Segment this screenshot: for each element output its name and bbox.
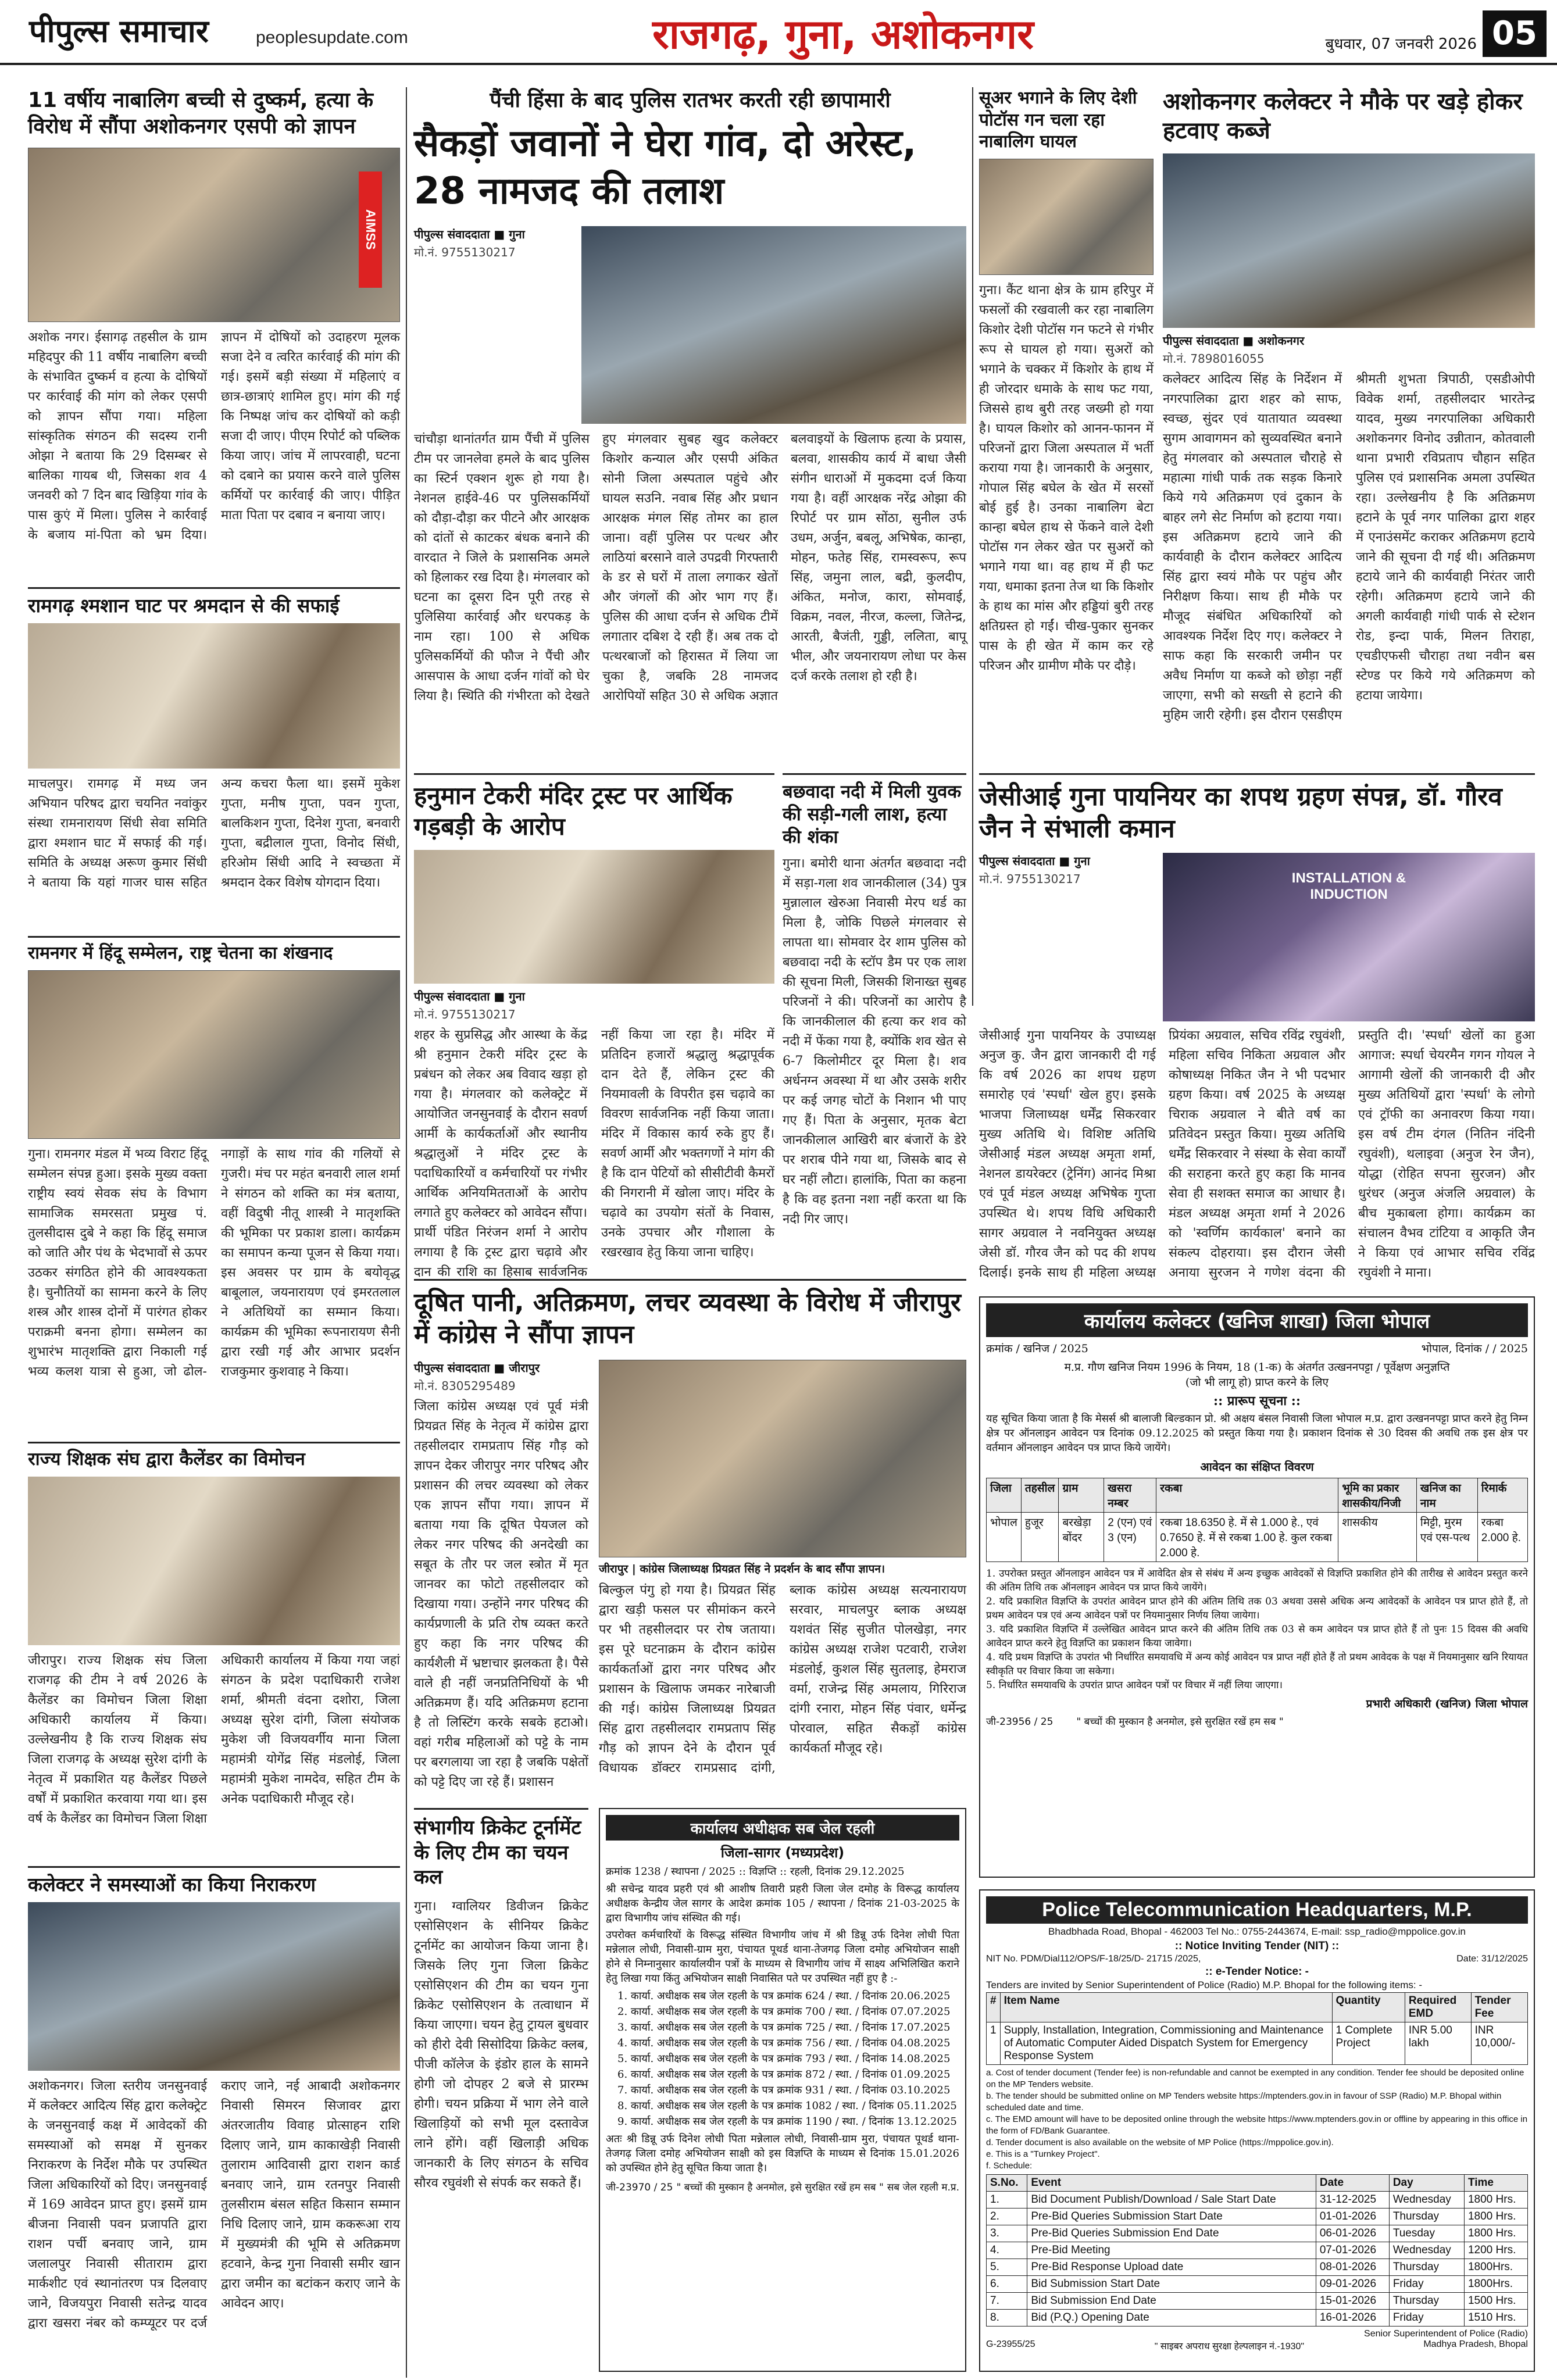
table-cell: 6. (987, 2276, 1027, 2293)
news-photo (1163, 853, 1535, 1021)
ad-slogan: " बच्चों की मुस्कान है अनमोल, इसे सुरक्षित रखें हम सब " (676, 2182, 884, 2193)
headline: सूअर भगाने के लिए देशी पोटॉस गन चला रहा नाबालिग घायल (979, 88, 1137, 152)
table-cell: Friday (1389, 2276, 1464, 2293)
table-cell: 8. (987, 2310, 1027, 2327)
table-cell: हुजूर (1021, 1513, 1059, 1562)
notice-head: कार्यालय कलेक्टर (खनिज शाखा) जिला भोपाल (986, 1303, 1528, 1337)
news-photo (28, 623, 400, 769)
notice-signer: प्रभारी अधिकारी (खनिज) जिला भोपाल (1366, 1698, 1528, 1710)
list-item: d. Tender document is also available on the website of MP Police (https://mppolice.gov.in). (986, 2138, 1334, 2147)
masthead (0, 0, 1557, 65)
notice-subhead: जिला-सागर (मध्यप्रदेश) (720, 1845, 845, 1861)
table-row (987, 2192, 1528, 2209)
table-cell: रकबा 18.6350 हे. में से 1.000 हे., एवं 0.7650 हे. में से रकबा 1.00 हे. कुल रकबा 2.000 हे. (1156, 1513, 1338, 1562)
byline: पीपुल्स संवाददाता ■ अशोकनगर (1163, 334, 1305, 348)
story-pig-gun-injury (979, 87, 1154, 762)
table-cell: 15-01-2026 (1316, 2293, 1389, 2310)
table-cell: 7. (987, 2293, 1027, 2310)
table-cell: Pre-Bid Queries Submission End Date (1027, 2225, 1316, 2242)
list-item: 7. कार्या. अधीक्षक सब जेल रहली के पत्र क्रमांक 931 / स्था. / दिनांक 03.10.2025 (617, 2084, 951, 2096)
ad-code: G-23955/25 (986, 2339, 1035, 2349)
headline: जेसीआई गुना पायनियर का शपथ ग्रहण संपन्न, डॉ. गौरव जैन ने संभाली कमान (979, 782, 1502, 844)
table-cell: Pre-Bid Meeting (1027, 2242, 1316, 2259)
table-cell: 1 Complete Project (1332, 2022, 1405, 2065)
tender-signer: Madhya Pradesh, Bhopal (1423, 2339, 1528, 2349)
table-header-cell: ग्राम (1059, 1478, 1104, 1513)
table-header-cell: # (987, 1993, 1001, 2022)
notice-head: कार्यालय अधीक्षक सब जेल रहली (606, 1815, 959, 1841)
ad-code: जी-23970 / 25 (606, 2182, 673, 2193)
table-header-cell: खनिज का नाम (1416, 1478, 1477, 1513)
list-item: e. This is a "Turnkey Project". (986, 2149, 1100, 2159)
table-header-cell: तहसील (1021, 1478, 1059, 1513)
list-item: 4. यदि प्रथम विज्ञप्ति के उपरांत भी निर्धारित समयावधि में अन्य कोई आवेदन पत्र प्राप्त नहीं होते हैं तो प्रथम आवेदक के पक्ष में नियमानुसार खनि रियायत स्वीकृति पर विचार किया जा सकेगा। (986, 1652, 1528, 1677)
photo-banner-text: AIMSS (359, 171, 382, 288)
table-cell: 1800 Hrs. (1464, 2192, 1527, 2209)
tender-intro: Tenders are invited by Senior Superintendent of Police (Radio) M.P. Bhopal for the following items: - (986, 1979, 1422, 1991)
table-header-cell: खसरा नम्बर (1104, 1478, 1156, 1513)
headline: दूषित पानी, अतिक्रमण, लचर व्यवस्था के विरोध में जीरापुर में कांग्रेस ने सौंपा ज्ञापन (414, 1288, 961, 1349)
table-row (987, 2225, 1528, 2242)
table-cell: 1800Hrs. (1464, 2276, 1527, 2293)
news-photo (1163, 153, 1535, 328)
table-cell: 09-01-2026 (1316, 2276, 1389, 2293)
table-header-cell: Time (1464, 2175, 1527, 2192)
table-cell: 1200 Hrs. (1464, 2242, 1527, 2259)
conditions-list (986, 1567, 1528, 1692)
lead-story (414, 87, 966, 808)
table-cell: 1510 Hrs. (1464, 2310, 1527, 2327)
table-cell: भोपाल (987, 1513, 1022, 1562)
news-photo (28, 970, 400, 1139)
story-body: अशोकनगर। जिला स्तरीय जनसुनवाई में कलेक्टर आदित्य सिंह द्वारा कलेक्ट्रेट के जनसुनवाई कक्ष में आवेदकों की समस्याओं को समक्ष में सुनकर निराकरण के निर्देश मौके पर उपस्थित जिला अधिकारियों को दिए। जनसुनवाई में 169 आवेदन प्राप्त हुए। इसमें ग्राम बीजना निवासी पवन प्रजापति द्वारा राशन पर्ची बनवाए जाने, ग्राम जलालपुर निवासी सीताराम द्वारा मार्कशीट एवं स्थानांतरण पत्र दिलवाए जाने, विजयपुरा निवासी सतेन्द्र यादव द्वारा खसरा नंबर को कम्प्यूटर पर दर्ज कराए जाने, नई आबादी अशोकनगर निवासी सिमरन सिजावर द्वारा अंतरजातीय विवाह प्रोत्साहन राशि दिलाए जाने, ग्राम काकाखेड़ी निवासी तुलाराम आदिवासी द्वारा राशन कार्ड बनवाए जाने, ग्राम रतनपुर निवासी तुलसीराम बंसल सहित किसान सम्मान निधि दिलाए जाने, ग्राम ककरूआ राय में मुख्यमंत्री की भूमि से अतिक्रमण हटवाने, केन्द्र गुना निवासी समीर खान द्वारा जमीन का बटांकन कराए जाने के आवेदन आए। (28, 2079, 400, 2331)
mobile-number: मो.नं. 7898016055 (1163, 352, 1265, 366)
table-header-cell: S.No. (987, 2175, 1027, 2192)
story-collector-hearing (28, 1866, 400, 2372)
table-cell: Supply, Installation, Integration, Commissioning and Maintenance of Automatic Computer Aided Dispatch System for Emergency Response System (1000, 2022, 1332, 2065)
story-body: अशोक नगर। ईसागढ़ तहसील के ग्राम महिदपुर की 11 वर्षीय नाबालिग बच्ची के संभावित दुष्कर्म व हत्या के दोषियों पर कार्रवाई की मांग को लेकर एसपी को ज्ञापन सौंपा गया। महिला सांस्कृतिक संगठन की सदस्य रानी ओझा ने बताया कि 29 दिसम्बर से बालिका गायब थी, जिसका शव 4 जनवरी को 7 दिन बाद खिड़िया गांव के पास कुएं में मिला। पुलिस ने कार्रवाई के बजाय मां-पिता को भ्रम दिया। ज्ञापन में दोषियों को उदाहरण मूलक सजा देने व त्वरित कार्रवाई की मांग की गई। इसमें बड़ी संख्या में महिलाएं व छात्र-छात्राएं शामिल हुए। मांग की गई कि निष्पक्ष जांच कर दोषियों को कड़ी सजा दी जाए। पीएम रिपोर्ट को पब्लिक किया जाए। जांच में लापरवाही, घटना को दबाने का प्रयास करने वाले पुलिस कर्मियों पर कार्रवाई की जाए। पीड़ित माता पिता पर दबाव न बनाया जाए। (28, 330, 400, 542)
list-item: a. Cost of tender document (Tender fee) is non-refundable and cannot be exempted in any condition. Tender fee should be deposited online on the MP Tenders website. (986, 2068, 1524, 2089)
story-body: गुना। कैंट थाना क्षेत्र के ग्राम हरिपुर में फसलों की रखवाली कर रहा नाबालिग किशोर देशी पोटॉस गन फटने से गंभीर रूप से घायल हो गया। सुअरों को भगाने के चक्कर में किशोर के हाथ में ही जोरदार धमाके के साथ फट गया, जिससे हाथ बुरी तरह जख्मी हो गया है। घायल किशोर को आनन-फानन में परिजनों द्वारा जिला अस्पताल में भर्ती कराया गया है। जानकारी के अनुसार, गोपाल सिंह बघेल के खेत में सरसों बोई हुई है। उनका नाबालिग बेटा कान्हा बघेल हाथ से फेंकने वाले देशी पोटॉस गन लेकर खेत पर सुअरों को भगाने गया था। वह हाथ में ही फट गया, धमाका इतना तेज था कि किशोर के हाथ का मांस और हड्डियां बुरी तरह क्षतिग्रस्त हो गईं। चीख-पुकार सुनकर पास के ही खेत में काम कर रहे परिजन और ग्रामीण मौके पर दौड़े। (979, 283, 1154, 673)
headline: रामनगर में हिंदू सम्मेलन, राष्ट्र चेतना का शंखनाद (28, 943, 333, 963)
table-cell: 1800 Hrs. (1464, 2225, 1527, 2242)
ad-code: जी-23956 / 25 (986, 1716, 1054, 1728)
notice-mid: उपरोक्त कर्मचारियों के विरूद्ध संस्थित विभागीय जांच में श्री डिन्नू उर्फ दिनेश लोधी पिता मन्नेलाल लोधी, निवासी-ग्राम मुरा, पंचायत पूथर्ड थाना-तेजगढ़ जिला दमोह अभियोजन साक्षी होने से निम्नानुसार कार्यालयीन पत्रों के माध्यम से विभागीय जांच में साक्ष्य अभिलिखित कराने हेतु लिखा गया किंतु अभियोजन साक्षी निवासित पते पर उपस्थित नहीं हुए है :- (606, 1929, 959, 1985)
news-photo (28, 148, 400, 322)
story-body: गुना। ग्वालियर डिवीजन क्रिकेट एसोसिएशन के सीनियर क्रिकेट टूर्नामेंट का आयोजन किया जाना है। जिसके लिए गुना जिला क्रिकेट एसोसिएशन की टीम का चयन गुना क्रिकेट एसोसिएशन के तत्वाधान में किया जाएगा। चयन हेतु ट्रायल बुधवार को हीरो देवी सिसोदिया क्रिकेट क्लब, पीजी कॉलेज के इंडोर हाल के सामने होगी जो दोपहर 2 बजे से प्रारम्भ होगी। चयन प्रक्रिया में भाग लेने वाले खिलाड़ियों को सभी मूल दस्तावेज लाने होंगे। वहीं खिलाड़ी अधिक जानकारी के लिए संगठन के सचिव सौरव रघुवंशी से संपर्क कर सकते हैं। (414, 1899, 588, 2190)
table-cell: Pre-Bid Queries Submission Start Date (1027, 2209, 1316, 2225)
table-cell: Thursday (1389, 2209, 1464, 2225)
mobile-number: मो.नं. 9755130217 (414, 1007, 516, 1021)
mobile-number: मो.नं. 9755130217 (979, 872, 1081, 886)
notice-ref: क्रमांक 1238 / स्थापना / 2025 :: विज्ञप्ति :: रहली, दिनांक 29.12.2025 (606, 1866, 905, 1878)
list-item: 1. उपरोक्त प्रस्तुत ऑनलाइन आवेदन पत्र में आवेदित क्षेत्र से संबंध में अन्य इच्छुक आवेदकों से विज्ञप्ति प्रकाशित होने की तारीख से आवेदन प्रस्तुत करने की अंतिम तिथि तक ऑनलाइन आवेदन पत्र प्राप्त किये जायेंगे। (986, 1568, 1528, 1593)
table-header-cell: Item Name (1000, 1993, 1332, 2022)
mobile-number: मो.नं. 9755130217 (414, 245, 516, 259)
headline: अशोकनगर कलेक्टर ने मौके पर खड़े होकर हटवाए कब्जे (1163, 88, 1523, 144)
table-row (987, 2209, 1528, 2225)
list-item: 9. कार्या. अधीक्षक सब जेल रहली के पत्र क्रमांक 1190 / स्था. / दिनांक 13.12.2025 (617, 2115, 957, 2128)
story-body: माचलपुर। रामगढ़ में मध्य जन अभियान परिषद द्वारा चयनित नवांकुर संस्था रामनारायण सिंधी सेवा समिति द्वारा श्मशान घाट में सफाई की गई। समिति के अध्यक्ष अरूण कुमार सिंधी ने बताया कि यहां गाजर घास सहित अन्य कचरा फैला था। इसमें मुकेश गुप्ता, मनीष गुप्ता, पवन गुप्ता, बालकिशन गुप्ता, दिनेश गुप्ता, बनवारी गुप्ता, बद्रीलाल गुप्ता, विनोद सिंधी, हरिओम सिंधी आदि ने स्वच्छता में श्रमदान देकर विशेष योगदान दिया। (28, 777, 400, 891)
table-cell: Bid Document Publish/Download / Sale Start Date (1027, 2192, 1316, 2209)
news-photo (28, 1477, 400, 1645)
story-body: चांचौड़ा थानांतर्गत ग्राम पैंची में पुलिस टीम पर जानलेवा हमले के बाद पुलिस का स्टिर्न एक्शन शुरू हो गया है। नेशनल हाईवे-46 पर पुलिसकर्मियों को दौड़ा-दौड़ा कर पीटने और आरक्षक को दांतों से काटकर बंधक बनाने की वारदात ने जिले के प्रशासनिक अमले को हिलाकर रख दिया है। मंगलवार को घटना का दूसरा दिन पूरी तरह से पुलिसिया कार्रवाई और धरपकड़ के नाम रहा। 100 से अधिक पुलिसकर्मियों की फौज ने पैंची और आसपास के आधा दर्जन गांवों को घेर लिया है। स्थिति की गंभीरता को देखते हुए मंगलवार सुबह खुद कलेक्टर किशोर कन्याल और एसपी अंकित सोनी जिला अस्पताल पहुंचे और घायल सउनि. नवाब सिंह और प्रधान आरक्षक मंगल सिंह तोमर का हाल जाना। वहीं पुलिस पर पत्थर और लाठियां बरसाने वाले उपद्रवी गिरफ्तारी के डर से घरों में ताला लगाकर खेतों और जंगलों की ओर भाग गए हैं। पुलिस की आधा दर्जन से अधिक टीमें लगातार दबिश दे रही हैं। अब तक दो पत्थरबाजों को हिरासत में लिया जा चुका है, जबकि 28 नामजद आरोपियों सहित 30 से अधिक अज्ञात बलवाइयों के खिलाफ हत्या के प्रयास, बलवा, शासकीय कार्य में बाधा जैसी संगीन धाराओं में मुकदमा दर्ज किया गया है। वहीं आरक्षक नरेंद्र ओझा की रिपोर्ट पर ग्राम सोंठा, सुनील उर्फ उधम, अर्जुन, बबलू, अभिषेक, कान्हा, मोहन, फतेह सिंह, रामस्वरूप, रूप सिंह, जमुना लाल, बद्री, कुलदीप, अंकित, मनोज, कारा, सोमवाई, विक्रम, नवल, नीरज, कल्ला, जितेन्द्र, आरती, बैजंती, गुड्डी, ललिता, बापू भील, और जयनारायण लोधा पर केस दर्ज करके तलाश हो रही है। (414, 431, 966, 703)
notice-ref: क्रमांक / खनिज / 2025 (986, 1342, 1088, 1355)
story-body: शहर के सुप्रसिद्ध और आस्था के केंद्र श्री हनुमान टेकरी मंदिर ट्रस्ट के प्रबंधन को लेकर अब विवाद खड़ा हो गया है। मंगलवार को कलेक्ट्रेट में आयोजित जनसुनवाई के दौरान सवर्ण आर्मी के कार्यकर्ताओं और स्थानीय श्रद्धालुओं ने मंदिर ट्रस्ट के पदाधिकारियों व कर्मचारियों पर गंभीर आर्थिक अनियमितताओं के आरोप लगाते हुए कलेक्टर को आवेदन सौंपा। प्रार्थी पंडित निरंजन शर्मा ने आरोप लगाया है कि ट्रस्ट द्वारा चढ़ावे और दान की राशि का हिसाब सार्वजनिक नहीं किया जा रहा है। मंदिर में प्रतिदिन हजारों श्रद्धालु श्रद्धापूर्वक दान देते हैं, लेकिन ट्रस्ट की नियमावली के विपरीत इस चढ़ावे का विवरण सार्वजनिक नहीं किया जाता। मंदिर में विकास कार्य रुके हुए हैं। सवर्ण आर्मी और भक्तगणों ने मांग की है कि दान पेटियों को सीसीटीवी कैमरों की निगरानी में खोला जाए। मंदिर के चढ़ावे का उपयोग संतों के निवास, उनके उपचार और गौशाला के रखरखाव हेतु किया जाना चाहिए। (414, 1028, 774, 1280)
lead-headline: सैकड़ों जवानों ने घेरा गांव, दो अरेस्ट, 28 नामजद की तलाश (414, 122, 917, 213)
byline: पीपुल्स संवाददाता ■ गुना (979, 854, 1090, 868)
table-header-cell: Quantity (1332, 1993, 1405, 2022)
table-cell: Friday (1389, 2310, 1464, 2327)
news-photo (414, 850, 774, 984)
story-ramgarh-cleaning (28, 587, 400, 930)
story-jci-guna (979, 773, 1535, 1285)
tender-title: :: Notice Inviting Tender (NIT) :: (1174, 1940, 1340, 1952)
table-row (987, 2259, 1528, 2276)
table-title: आवेदन का संक्षिप्त विवरण (1200, 1460, 1314, 1474)
list-item: 1. कार्या. अधीक्षक सब जेल रहली के पत्र क्रमांक 624 / स्था. / दिनांक 20.06.2025 (617, 1990, 951, 2002)
tender-head: Police Telecommunication Headquarters, M.P. (986, 1896, 1528, 1924)
table-cell: 4. (987, 2242, 1027, 2259)
schedule-table (986, 2174, 1528, 2327)
nit-number: NIT No. PDM/Dial112/OPS/F-18/25/D- 21715 /2025, (986, 1954, 1201, 1964)
ad-signer: सब जेल रहली म.प्र. (887, 2182, 959, 2193)
table-cell: मिट्टी, मुरम एवं एस-पत्थ (1416, 1513, 1477, 1562)
table-row (987, 2293, 1528, 2310)
story-body: गुना। बमोरी थाना अंतर्गत बछवादा नदी में सड़ा-गला शव जानकीलाल (34) पुत्र मुन्नालाल खेरुआ निवासी मेरप थर्ड का मिला है, जोकि पिछले मंगलवार से लापता था। सोमवार देर शाम पुलिस को बछवादा नदी के स्टॉप डैम पर एक लाश की सूचना मिली, जिसकी शिनाख्त सुबह परिजनों ने की। परिजनों का आरोप है कि जानकीलाल की हत्या कर शव को नदी में फेंका गया है, क्योंकि शव खेत से 6-7 किलोमीटर दूर मिला है। शव अर्धनग्न अवस्था में था और उसके शरीर पर कई जगह चोटों के निशान भी पाए गए हैं। पिता के अनुसार, मृतक बेटा जानकीलाल आखिरी बार बंजारों के डेरे पर शराब पीने गया था, जिसके बाद से घर नहीं लौटा। हालांकि, पिता का कहना है कि वह इतना नशा नहीं करता था कि नदी गिर जाए। (783, 856, 966, 1227)
headline: हनुमान टेकरी मंदिर ट्रस्ट पर आर्थिक गड़बड़ी के आरोप (414, 781, 733, 841)
story-body-found-river (783, 773, 966, 1267)
page-number: 05 (1483, 10, 1547, 57)
news-photo (28, 1902, 400, 2071)
news-photo (979, 159, 1154, 275)
table-cell: 3. (987, 2225, 1027, 2242)
notice-date: भोपाल, दिनांक / / 2025 (1421, 1342, 1528, 1355)
headline: संभागीय क्रिकेट टूर्नामेंट के लिए टीम का चयन कल (414, 1816, 581, 1889)
story-hanuman-tekri (414, 773, 774, 1280)
story-cricket-selection (414, 1808, 588, 2372)
tender-items-table (986, 1992, 1528, 2065)
byline: पीपुल्स संवाददाता ■ गुना (414, 989, 525, 1003)
story-body: जीरापुर। राज्य शिक्षक संघ जिला राजगढ़ की टीम ने वर्ष 2026 के कैलेंडर का विमोचन जिला शिक्षा अधिकारी कार्यालय में किया। उल्लेखनीय है कि राज्य शिक्षक संघ जिला राजगढ़ के अध्यक्ष सुरेश दांगी के नेतृत्व में प्रकाशित यह कैलेंडर पिछले वर्षों में प्रकाशित करवाया गया था। इस वर्ष के कैलेंडर का विमोचन जिला शिक्षा अधिकारी कार्यालय में किया गया जहां संगठन के प्रदेश पदाधिकारी राजेश शर्मा, श्रीमती वंदना दशोरा, जिला अध्यक्ष सुरेश दांगी, जिला संयोजक मुकेश जी विजयवर्गीय माना जिला महामंत्री योगेंद्र सिंह मंडलोई, जिला महामंत्री मुकेश नामदेव, सहित टीम के अनेक पदाधिकारी मौजूद रहे। (28, 1653, 400, 1826)
notice-sagar-subjail (599, 1808, 966, 2372)
masthead-logo: पीपुल्स समाचार (29, 13, 209, 49)
table-cell: 08-01-2026 (1316, 2259, 1389, 2276)
list-item: 3. कार्या. अधीक्षक सब जेल रहली के पत्र क्रमांक 725 / स्था. / दिनांक 17.07.2025 (617, 2021, 951, 2034)
table-cell: Bid (P.Q.) Opening Date (1027, 2310, 1316, 2327)
kicker: पैंची हिंसा के बाद पुलिस रातभर करती रही छापामारी (490, 88, 891, 112)
table-cell: Tuesday (1389, 2225, 1464, 2242)
list-item: 2. कार्या. अधीक्षक सब जेल रहली के पत्र क्रमांक 700 / स्था. / दिनांक 07.07.2025 (617, 2006, 951, 2018)
notice-sub: म.प्र. गौण खनिज नियम 1996 के नियम, 18 (1-क) के अंतर्गत उत्खननपट्टा / पूर्वेक्षण अनुज्ञप्ति (1064, 1361, 1450, 1374)
stage-banner-text: INSTALLATION & INDUCTION (1291, 870, 1406, 902)
notice-title: :: प्रारूप सूचना :: (1213, 1393, 1301, 1409)
list-item: 5. निर्धारित समयावधि के उपरांत प्राप्त आवेदन पत्रों पर विचार में नहीं लिया जाएगा। (986, 1679, 1283, 1691)
table-row (987, 2242, 1528, 2259)
table-cell: 31-12-2025 (1316, 2192, 1389, 2209)
table-cell: Bid Submission End Date (1027, 2293, 1316, 2310)
masthead-url[interactable]: peoplesupdate.com (256, 28, 408, 47)
masthead-section: राजगढ़, गुना, अशोकनगर (652, 10, 1034, 58)
list-item: c. The EMD amount will have to be deposited online through the website https://www.mptenders.gov.in or offline by appearing in this office in the form of FD/Bank Guarantee. (986, 2114, 1528, 2136)
table-cell: Thursday (1389, 2259, 1464, 2276)
table-header-cell: Tender Fee (1471, 1993, 1527, 2022)
tender-notes (986, 2067, 1528, 2172)
table-cell: बरखेड़ा बोंदर (1059, 1513, 1104, 1562)
table-cell: Bid Submission Start Date (1027, 2276, 1316, 2293)
headline: रामगढ़ श्मशान घाट पर श्रमदान से की सफाई (28, 594, 340, 617)
list-item: 4. कार्या. अधीक्षक सब जेल रहली के पत्र क्रमांक 756 / स्था. / दिनांक 04.08.2025 (617, 2037, 951, 2049)
story-encroachment-removal (1163, 87, 1535, 762)
mobile-number: मो.नं. 8305295489 (414, 1379, 516, 1393)
notice-para: यह सूचित किया जाता है कि मेसर्स श्री बालाजी बिल्डकान प्रो. श्री अक्षय बंसल निवासी जिला भोपाल म.प्र. द्वारा उत्खननपट्टा प्राप्त करने हेतु निम्न क्षेत्र पर ऑनलाइन आवेदन पत्र दिनांक 09.12.2025 को प्रस्तुत किया गया है। प्रकाशन दिनांक से 30 दिवस की अवधि तक इस क्षेत्र पर वर्तमान ऑनलाइन आवेदन पत्र प्राप्त किये जायेंगे। (986, 1413, 1528, 1454)
etender-title: :: e-Tender Notice: - (1205, 1966, 1309, 1978)
application-table (986, 1478, 1528, 1562)
table-cell: रकबा 2.000 हे. (1477, 1513, 1527, 1562)
headline: राज्य शिक्षक संघ द्वारा कैलेंडर का विमोचन (28, 1449, 305, 1470)
nit-date: Date: 31/12/2025 (1456, 1954, 1528, 1964)
list-item: 6. कार्या. अधीक्षक सब जेल रहली के पत्र क्रमांक 872 / स्था. / दिनांक 01.09.2025 (617, 2068, 951, 2081)
table-cell: 2. (987, 2209, 1027, 2225)
table-cell: Wednesday (1389, 2192, 1464, 2209)
news-photo (599, 1360, 966, 1557)
table-row (987, 2310, 1528, 2327)
table-cell: Pre-Bid Response Upload date (1027, 2259, 1316, 2276)
table-row (987, 2276, 1528, 2293)
byline: पीपुल्स संवाददाता ■ जीरापुर (414, 1361, 540, 1375)
table-header-cell: Required EMD (1405, 1993, 1471, 2022)
table-cell: 2 (एन) एवं 3 (एन) (1104, 1513, 1156, 1562)
tender-police-telecom (979, 1889, 1535, 2372)
notice-bhopal-mining (979, 1296, 1535, 1878)
list-item: 2. यदि प्रकाशित विज्ञप्ति के उपरांत आवेदन प्राप्त होने की अंतिम तिथि तक 03 अथवा उससे अधिक अन्य आवेदकों के आवेदन पत्र प्राप्त होते हैं, तो प्रथम आवेदन पत्र एवं अन्य आवेदन पत्रों पर नियमानुसार निर्णय लिया जायेगा। (986, 1596, 1528, 1621)
list-item: 5. कार्या. अधीक्षक सब जेल रहली के पत्र क्रमांक 793 / स्था. / दिनांक 14.08.2025 (617, 2053, 951, 2065)
list-item: 8. कार्या. अधीक्षक सब जेल रहली के पत्र क्रमांक 1082 / स्था. / दिनांक 05.11.2025 (617, 2100, 957, 2112)
ad-slogan: " साइबर अपराध सुरक्षा हेल्पलाइन नं.-1930" (1154, 2342, 1305, 2352)
list-item: 3. यदि प्रकाशित विज्ञप्ति में उल्लेखित आवेदन प्राप्त करने की अंतिम तिथि तक 03 से कम आवेदन पत्र प्राप्त होते हैं तो पुनः 15 दिवस की अवधि आवेदन प्राप्त करने हेतु विज्ञप्ति का प्रकाशन किया जावेगा। (986, 1624, 1528, 1649)
headline: 11 वर्षीय नाबालिग बच्ची से दुष्कर्म, हत्या के विरोध में सौंपा अशोकनगर एसपी को ज्ञापन (28, 88, 374, 138)
table-cell: 06-01-2026 (1316, 2225, 1389, 2242)
notice-intro: श्री सचेन्द्र यादव प्रहरी एवं श्री आशीष तिवारी प्रहरी जिला जेल दमोह के विरूद्ध कार्यालय अधीक्षक केन्द्रीय जेल सागर के आदेश क्रमांक 105 / स्थापना / दिनांक 21-03-2025 के द्वारा विभागीय जांच संस्थित की गई। (606, 1883, 959, 1924)
masthead-date: बुधवार, 07 जनवरी 2026 (1325, 35, 1477, 53)
story-body: जेसीआई गुना पायनियर के उपाध्यक्ष अनुज कु. जैन द्वारा जानकारी दी गई कि वर्ष 2026 का शपथ ग्रहण समारोह एवं 'स्पर्धा' खेल हुए। इसके भाजपा जिलाध्यक्ष धर्मेंद्र सिकरवार मुख्य अतिथि थे। विशिष्ट अतिथि जेसीआई मंडल अध्यक्ष अमृता शर्मा, नेशनल डायरेक्टर (ट्रेनिंग) आनंद मिश्रा एवं पूर्व मंडल अध्यक्ष अभिषेक गुप्ता उपस्थित थे। शपथ विधि अधिकारी सागर अग्रवाल ने नवनियुक्त अध्यक्ष जेसी डॉ. गौरव जैन को पद की शपथ दिलाई। इनके साथ ही महिला अध्यक्ष प्रियंका अग्रवाल, सचिव रविंद्र रघुवंशी, महिला सचिव निकिता अग्रवाल और कोषाध्यक्ष निकित जैन ने भी पदभार ग्रहण किया। वर्ष 2025 के अध्यक्ष चिराक अग्रवाल ने बीते वर्ष का प्रतिवेदन प्रस्तुत किया। मुख्य अतिथि धर्मेंद्र सिकरवार ने संस्था के सेवा कार्यों की सराहना करते हुए कहा कि मानव सेवा ही सशक्त समाज का आधार है। मंडल अध्यक्ष अमृता शर्मा ने 2026 को 'स्वर्णिम कार्यकाल' बनाने का संकल्प दोहराया। इस दौरान जेसी अनाया सुरजन ने गणेश वंदना की प्रस्तुति दी। 'स्पर्धा' खेलों का हुआ आगाज: स्पर्धा चेयरमैन गगन गोयल ने आगामी खेलों की जानकारी दी और मुख्य अतिथियों द्वारा 'स्पर्धा' के लोगो एवं ट्रॉफी का अनावरण किया गया। इस वर्ष टीम दंगल (नितिन नंदिनी रघुवंशी), थलाइवा (अनुज रेन जैन), योद्धा (रोहित सपना सुरजन) और धुरंधर (अनुज अंजलि अग्रवाल) के बीच मुकाबला होगा। कार्यक्रम का संचालन वैभव टांटिया व आकृति जैन ने किया एवं आभार सचिव रविंद्र रघुवंशी ने माना। (979, 1028, 1535, 1280)
table-cell: Thursday (1389, 2293, 1464, 2310)
table-cell: 1500 Hrs. (1464, 2293, 1527, 2310)
table-header-cell: Date (1316, 2175, 1389, 2192)
notice-sub: (जो भी लागू हो) प्राप्त करने के लिए (1185, 1376, 1329, 1389)
story-hindu-sammelan (28, 936, 400, 1436)
table-header-cell: जिला (987, 1478, 1022, 1513)
column-rule (972, 87, 973, 1006)
ad-slogan: " बच्चों की मुस्कान है अनमोल, इसे सुरक्षित रखें हम सब " (1076, 1716, 1284, 1728)
byline: पीपुल्स संवाददाता ■ गुना (414, 227, 525, 241)
list-item: f. Schedule: (986, 2161, 1033, 2171)
story-body: बिल्कुल पंगु हो गया है। प्रियव्रत सिंह द्वारा खड़ी फसल पर सीमांकन करने पर भी तहसीलदार पर रोष जताया। इस पूरे घटनाक्रम के दौरान कांग्रेस कार्यकर्ताओं द्वारा नगर परिषद और प्रशासन के खिलाफ जमकर नारेबाजी की गई। कांग्रेस जिलाध्यक्ष प्रियव्रत सिंह द्वारा तहसीलदार रामप्रताप सिंह गौड़ को ज्ञापन देने के दौरान पूर्व विधायक डॉक्टर रामप्रसाद दांगी, ब्लाक कांग्रेस अध्यक्ष सत्यनारायण सरवार, माचलपुर ब्लाक अध्यक्ष यशवंत सिंह सुजीत पोलखेड़ा, नगर कांग्रेस अध्यक्ष राजेश पटवारी, राजेश मंडलोई, कुशल सिंह सुतलाइ, हेमराज वर्मा, राजेन्द्र सिंह अमलाय, गिरिराज दांगी रनारा, मोहन सिंह पंवार, धर्मेन्द्र पोरवाल, सहित सैकड़ों कांग्रेस कार्यकर्ता मौजूद रहे। (599, 1583, 966, 1775)
table-cell: INR 10,000/- (1471, 2022, 1527, 2065)
table-cell: 1 (987, 2022, 1001, 2065)
table-cell: 5. (987, 2259, 1027, 2276)
table-cell: 1800 Hrs. (1464, 2209, 1527, 2225)
table-cell: 16-01-2026 (1316, 2310, 1389, 2327)
photo-caption: जीरापुर | कांग्रेस जिलाध्यक्ष प्रियव्रत सिंह ने प्रदर्शन के बाद सौंपा ज्ञापन। (599, 1563, 885, 1575)
story-jirapur-congress (414, 1279, 966, 1802)
headline: कलेक्टर ने समस्याओं का किया निराकरण (28, 1873, 316, 1896)
story-body: गुना। रामनगर मंडल में भव्य विराट हिंदू सम्मेलन संपन्न हुआ। इसके मुख्य वक्ता राष्ट्रीय स्वयं सेवक संघ के विभाग सामाजिक समरसता प्रमुख पं. तुलसीदास दुबे ने कहा कि हिंदू समाज को जाति और पंथ के भेदभावों से ऊपर उठकर संगठित होने की आवश्यकता है। चुनौतियों का सामना करने के लिए शस्त्र और शास्त्र दोनों में पारंगत होकर पराक्रमी बनना होगा। सम्मेलन का शुभारंभ मातृशक्ति द्वारा निकाली गई भव्य कलश यात्रा से हुआ, जो ढोल-नगाड़ों के साथ गांव की गलियों से गुजरी। मंच पर महंत बनवारी लाल शर्मा ने संगठन को शक्ति का मंत्र बताया, वहीं विदुषी नीतू शास्त्री ने मातृशक्ति की भूमिका पर प्रकाश डाला। कार्यक्रम का समापन कन्या पूजन से किया गया। इस अवसर पर ग्राम के बयोवृद्ध बाबूलाल, जयनारायण एवं इमरतलाल ने अतिथियों का सम्मान किया। कार्यक्रम की भूमिका रूपनारायण सैनी द्वारा रखी गई और आभार प्रदर्शन राजकुमार कुशवाह ने किया। (28, 1146, 400, 1379)
table-header-cell: भूमि का प्रकार शासकीय/निजी (1338, 1478, 1417, 1513)
notice-outro: अतः श्री डिन्नू उर्फ दिनेश लोधी पिता मन्नेलाल लोधी, निवासी-ग्राम मुरा, पंचायत पूथर्ड थाना-तेजगढ़ जिला दमोह अभियोजन साक्षी को इस विज्ञप्ति के माध्यम से दिनांक 15.01.2026 को उपस्थित होने हेतु सूचित किया जाता है। (606, 2133, 959, 2174)
table-header-cell: रिमार्क (1477, 1478, 1527, 1513)
table-cell: INR 5.00 lakh (1405, 2022, 1471, 2065)
letter-list (617, 1988, 959, 2129)
table-header-cell: Event (1027, 2175, 1316, 2192)
story-ashoknagar-memorandum (28, 87, 400, 576)
table-cell: 1800Hrs. (1464, 2259, 1527, 2276)
table-cell: 07-01-2026 (1316, 2242, 1389, 2259)
table-header-cell: Day (1389, 2175, 1464, 2192)
table-header-cell: रकबा (1156, 1478, 1338, 1513)
table-cell: 01-01-2026 (1316, 2209, 1389, 2225)
headline: बछवादा नदी में मिली युवक की सड़ी-गली लाश, हत्या की शंका (783, 781, 962, 848)
story-body: जिला कांग्रेस अध्यक्ष एवं पूर्व मंत्री प्रियव्रत सिंह के नेतृत्व में कांग्रेस द्वारा तहसीलदार रामप्रताप सिंह गौड़ को ज्ञापन देकर जीरापुर नगर परिषद और प्रशासन की लचर व्यवस्था को लेकर एक ज्ञापन सौंपा गया। ज्ञापन में बताया गया कि दूषित पेयजल को लेकर नगर परिषद की अनदेखी का सबूत के तौर पर जल स्त्रोत में मृत जानवर का फोटो तहसीलदार को दिखाया गया। उन्होंने नगर परिषद की कार्यप्रणाली के प्रति रोष व्यक्त करते हुए कहा कि नगर परिषद की कार्यशैली में भ्रष्टाचार झलकता है। पैसे वाले ही नहीं जनप्रतिनिधियों के भी अतिक्रमण हैं। यदि अतिक्रमण हटाना है तो लिस्टिंग करके सबके हटाओ। वहां गरीब महिलाओं को पट्टे के नाम पर बरगलाया जा रहा है जबकि पक्षेतों को पट्टे दिए जा रहे हैं। प्रशासन (414, 1399, 588, 1789)
story-calendar-release (28, 1442, 400, 1860)
table-cell: शासकीय (1338, 1513, 1417, 1562)
list-item: b. The tender should be submitted online on MP Tenders website https://mptenders.gov.in in favour of SSP (Radio) M.P. Bhopal within scheduled date and time. (986, 2091, 1502, 2113)
news-photo (581, 226, 966, 424)
column-rule (406, 87, 407, 2378)
story-body: कलेक्टर आदित्य सिंह के निर्देशन में नगरपालिका द्वारा शहर को साफ, स्वच्छ, सुंदर एवं यातायात व्यवस्था सुगम आवागमन को सुव्यवस्थित बनाने हेतु मंगलवार को अस्पताल चौराहे से महात्मा गांधी पार्क तक सड़क किनारे किये गये अतिक्रमण एवं दुकान के बाहर लगे सेट निर्माण को हटाया गया। इस अतिक्रमण हटाये जाने की कार्यवाही के दौरान कलेक्टर आदित्य सिंह द्वारा स्वयं मौके पर पहुंच और निरीक्षण किया। साथ ही मौके पर मौजूद संबंधित अधिकारियों को आवश्यक निर्देश दिए गए। कलेक्टर ने साफ कहा कि सरकारी जमीन पर अवैध निर्माण या कब्जे को छोड़ा नहीं जाएगा, सभी को सख्ती से हटाने की मुहिम जारी रहेगी। इस दौरान एसडीएम श्रीमती शुभता त्रिपाठी, एसडीओपी विवेक शर्मा, तहसीलदार भारतेन्द्र यादव, मुख्य नगरपालिका अधिकारी अशोकनगर विनोद उन्नीतान, कोतवाली थाना प्रभारी रविप्रताप चौहान सहित पुलिस एवं प्रशासनिक अमला उपस्थित रहा। उल्लेखनीय है कि अतिक्रमण हटाने के पूर्व नगर पालिका द्वारा शहर में एनाउंसमेंट कराकर अतिक्रमण हटाये जाने की सूचना दी गई थी। अतिक्रमण हटाये जाने की कार्यवाही निरंतर जारी रहेगी। अतिक्रमण हटाये जाने की अगली कार्यवाही गांधी पार्क से स्टेशन रोड, इन्दा पार्क, मिलन तिराहा, एचडीएफसी चौराहा तथा नवीन बस स्टेण्ड पर किये गये अतिक्रमण को हटाया जायेगा। (1163, 372, 1535, 723)
tender-signer: Senior Superintendent of Police (Radio) (1364, 2329, 1528, 2339)
table-cell: Wednesday (1389, 2242, 1464, 2259)
table-cell: 1. (987, 2192, 1027, 2209)
tender-address: Bhadbhada Road, Bhopal - 462003 Tel No.: 0755-2443674, E-mail: ssp_radio@mppolice.gov.in (1048, 1926, 1466, 1937)
